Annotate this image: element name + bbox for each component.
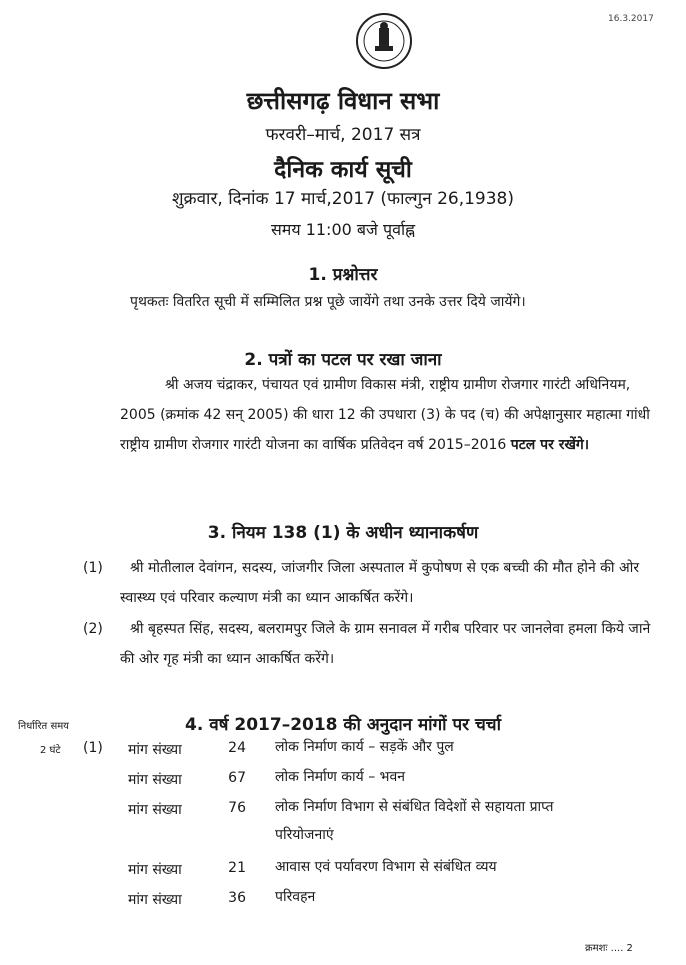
- section-2-body-bold: पटल पर रखेंगे।: [510, 437, 590, 453]
- section-1-heading: 1. प्रश्नोत्तर: [308, 265, 378, 285]
- assembly-emblem-icon: [355, 12, 413, 72]
- demand-description: परिवहन: [275, 889, 316, 905]
- demand-label: मांग संख्या: [128, 742, 182, 758]
- continued-marker: क्रमशः .... 2: [585, 943, 633, 954]
- list-item-number: (1): [83, 560, 103, 576]
- agenda-title: दैनिक कार्य सूची: [274, 157, 412, 183]
- demand-number: 21: [228, 860, 246, 876]
- list-item-number: (1): [83, 740, 103, 756]
- demand-label: मांग संख्या: [128, 862, 182, 878]
- demand-number: 67: [228, 770, 246, 786]
- demand-label: मांग संख्या: [128, 802, 182, 818]
- section-4-heading: 4. वर्ष 2017–2018 की अनुदान मांगों पर चर्चा: [184, 715, 501, 735]
- demand-description: लोक निर्माण कार्य – सड़कें और पुल: [275, 739, 454, 755]
- demand-description: लोक निर्माण कार्य – भवन: [275, 769, 406, 785]
- list-item-number: (2): [83, 621, 103, 637]
- demand-label: मांग संख्या: [128, 772, 182, 788]
- day-line: शुक्रवार, दिनांक 17 मार्च,2017 (फाल्गुन 26,1938): [171, 189, 515, 209]
- section-3-heading: 3. नियम 138 (1) के अधीन ध्यानाकर्षण: [207, 523, 479, 543]
- allotted-time-label: निर्धारित समय: [18, 721, 69, 732]
- demand-label: मांग संख्या: [128, 892, 182, 908]
- allotted-time-value: 2 घंटे: [40, 745, 61, 756]
- demand-number: 76: [228, 800, 246, 816]
- section-2-text: [120, 370, 665, 460]
- demand-number: 36: [228, 890, 246, 906]
- list-item: श्री बृहस्पत सिंह, सदस्य, बलरामपुर जिले के ग्राम सनावल में गरीब परिवार पर जानलेवा हमला किये जाने की ओर गृह मंत्री का ध्यान आकर्षित करेंगे।: [120, 621, 651, 667]
- section-2-body: श्री अजय चंद्राकर, पंचायत एवं ग्रामीण विकास मंत्री, राष्ट्रीय ग्रामीण रोजगार गारंटी अधिनियम, 2005 (क्रमांक 42 सन् 2005) की धारा 12 की उपधारा (3) के पद (च) की अपेक्षानुसार महात्मा गांधी राष्ट्रीय ग्रामीण रोजगार गारंटी योजना का वार्षिक प्रतिवेदन वर्ष 2015–2016: [120, 377, 650, 453]
- section-2-heading: 2. पत्रों का पटल पर रखा जाना: [244, 350, 442, 370]
- demand-description: लोक निर्माण विभाग से संबंधित विदेशों से सहायता प्राप्त परियोजनाएं: [275, 799, 554, 843]
- demand-number: 24: [228, 740, 246, 756]
- demand-description: आवास एवं पर्यावरण विभाग से संबंधित व्यय: [275, 859, 497, 875]
- time-line: समय 11:00 बजे पूर्वाह्न: [270, 220, 416, 239]
- section-1-text: पृथकतः वितरित सूची में सम्मिलित प्रश्न पूछे जायेंगे तथा उनके उत्तर दिये जायेंगे।: [130, 294, 526, 310]
- list-item: श्री मोतीलाल देवांगन, सदस्य, जांजगीर जिला अस्पताल में कुपोषण से एक बच्ची की मौत होने की ओर स्वास्थ्य एवं परिवार कल्याण मंत्री का ध्यान आकर्षित करेंगे।: [120, 560, 640, 606]
- assembly-title: छत्तीसगढ़ विधान सभा: [246, 87, 440, 115]
- document-date: 16.3.2017: [608, 14, 654, 24]
- session-line: फरवरी–मार्च, 2017 सत्र: [265, 125, 421, 145]
